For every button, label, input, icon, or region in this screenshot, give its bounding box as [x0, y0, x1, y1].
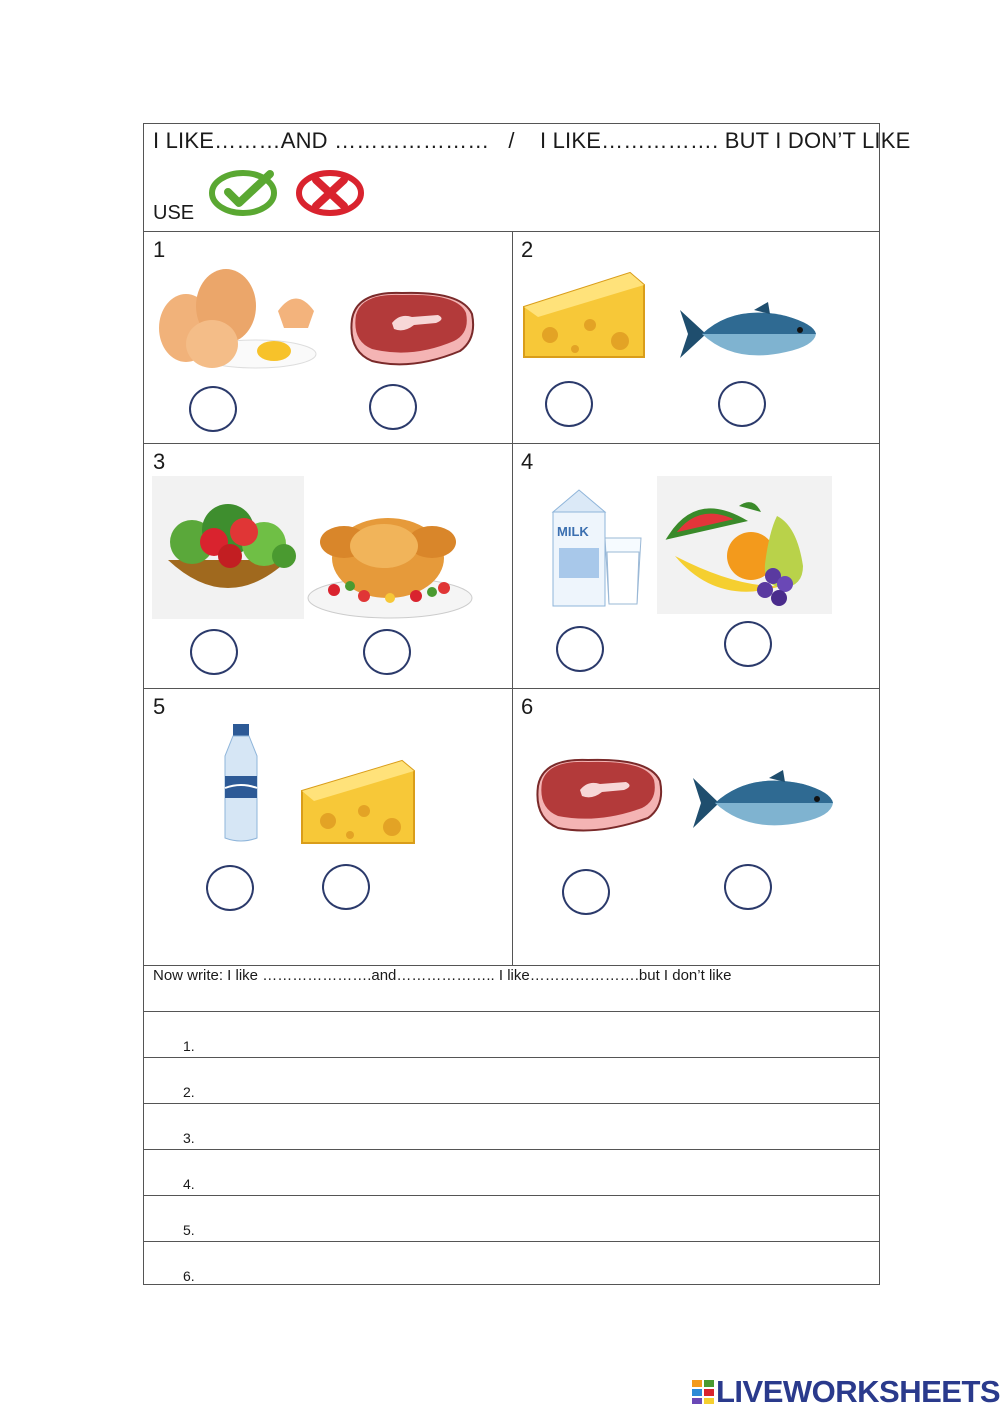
writing-line-number: 1. [183, 1038, 195, 1054]
exercise-number: 6 [521, 694, 534, 719]
exercise-number: 2 [521, 237, 534, 262]
use-label: USE [153, 202, 195, 224]
answer-circle[interactable] [190, 629, 238, 675]
column-divider [512, 231, 513, 965]
cheese-image [298, 757, 418, 847]
answer-circle[interactable] [724, 864, 772, 910]
fruit-image [657, 476, 832, 614]
meat-image [342, 279, 479, 374]
answer-circle[interactable] [562, 869, 610, 915]
exercise-number: 5 [153, 694, 166, 719]
answer-circle[interactable] [718, 381, 766, 427]
water-bottle-image [219, 722, 263, 844]
answer-circle[interactable] [724, 621, 772, 667]
svg-text:MILK: MILK [557, 524, 589, 539]
answer-circle[interactable] [556, 626, 604, 672]
salad-image [152, 476, 304, 619]
writing-line-number: 4. [183, 1176, 195, 1192]
check-icon [208, 168, 278, 218]
answer-circle[interactable] [206, 865, 254, 911]
meat-image [528, 746, 668, 838]
liveworksheets-brand [716, 1374, 1000, 1410]
writing-line-number: 6. [183, 1268, 195, 1284]
cheese-image [520, 267, 650, 362]
exercise-number: 1 [153, 237, 166, 262]
exercise-number: 4 [521, 449, 534, 474]
worksheet-title: I LIKE………AND ………………… / I LIKE……………. BUT I DON’T LIKE [153, 128, 911, 153]
answer-circle[interactable] [189, 386, 237, 432]
fish-image [687, 768, 837, 838]
brand-text: LIVEWORKSHEETS [716, 1374, 1000, 1409]
fish-image [674, 300, 819, 368]
chicken-image [304, 490, 476, 620]
eggs-image [156, 266, 321, 371]
writing-line-number: 5. [183, 1222, 195, 1238]
writing-line-number: 3. [183, 1130, 195, 1146]
answer-circle[interactable] [363, 629, 411, 675]
answer-circle[interactable] [369, 384, 417, 430]
writing-prompt: Now write: I like ………………….and……………….. I like………………….but I don’t like [153, 967, 732, 984]
milk-image [549, 486, 645, 608]
worksheet-table [143, 123, 911, 1285]
cross-icon [294, 168, 366, 218]
exercise-number: 3 [153, 449, 166, 474]
writing-line-number: 2. [183, 1084, 195, 1100]
answer-circle[interactable] [545, 381, 593, 427]
liveworksheets-logo-icon [692, 1380, 714, 1404]
answer-circle[interactable] [322, 864, 370, 910]
